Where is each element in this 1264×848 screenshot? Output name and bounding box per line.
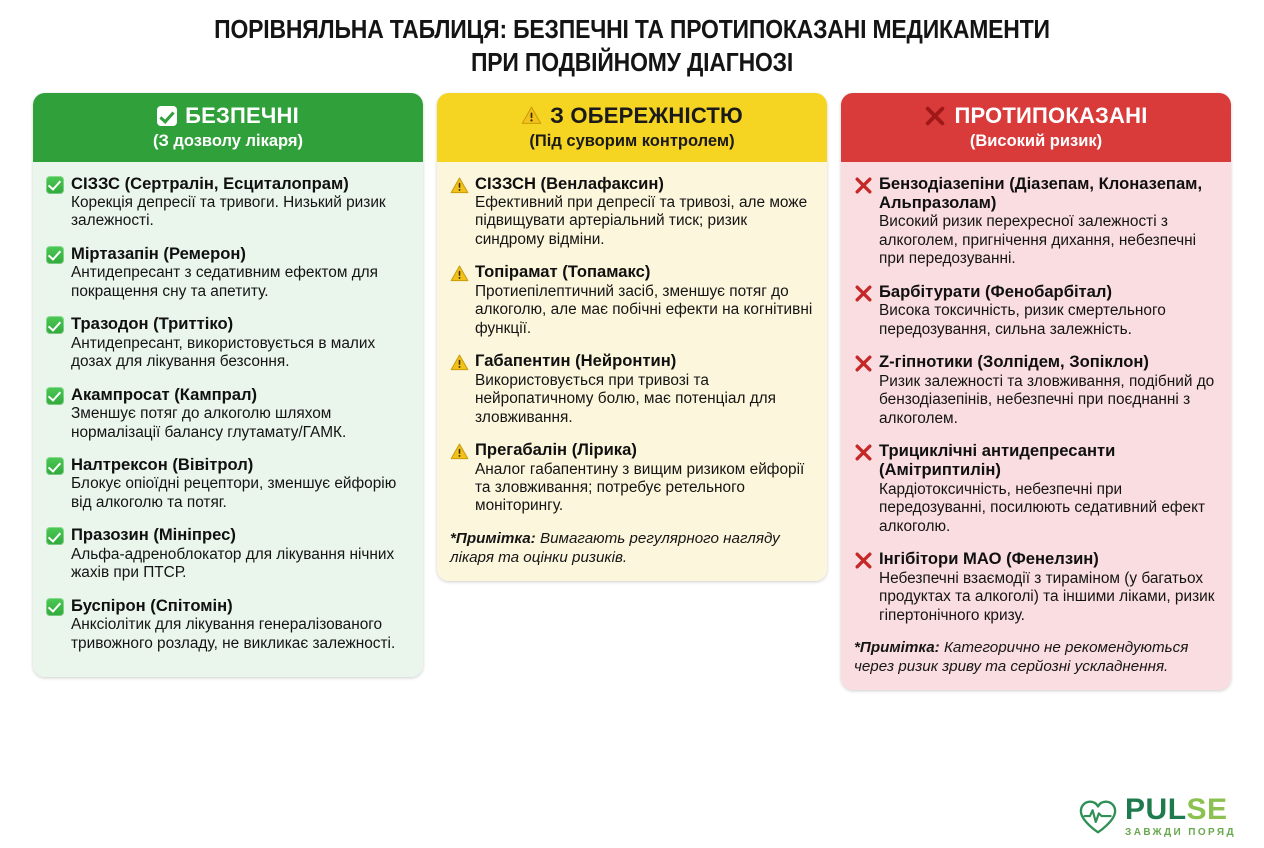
column-danger xyxy=(841,93,1231,690)
check-icon xyxy=(46,598,65,617)
cross-icon xyxy=(924,105,946,127)
cross-icon xyxy=(854,354,873,373)
list-item xyxy=(854,282,1218,339)
column-safe-body xyxy=(33,162,423,678)
cross-icon xyxy=(854,176,873,195)
check-icon xyxy=(157,106,177,126)
warning-icon xyxy=(450,176,469,195)
column-caution-body xyxy=(437,162,827,582)
column-safe-header xyxy=(33,93,423,161)
warning-icon xyxy=(450,353,469,372)
check-icon xyxy=(46,527,65,546)
medication-name: Барбітурати (Фенобарбітал) xyxy=(879,281,1112,301)
logo-word-part-2: SE xyxy=(1186,793,1228,826)
medication-description: Зменшує потяг до алкоголю шляхом нормалізації балансу глутамату/ГАМК. xyxy=(71,405,347,441)
logo-word-part-1: PUL xyxy=(1125,793,1187,826)
comparison-columns xyxy=(0,79,1264,690)
medication-name: СІЗЗС (Сертралін, Есциталопрам) xyxy=(71,173,349,193)
list-item xyxy=(450,262,814,338)
column-danger-header xyxy=(841,93,1231,161)
medication-description: Використовується при тривозі та нейропатичному болю, має потенціал для зловживання. xyxy=(475,371,776,426)
medication-description: Аналог габапентину з вищим ризиком ейфорії та зловживання; потребує ретельного моніторингу. xyxy=(475,460,805,515)
medication-description: Ризик залежності та зловживання, подібний до бензодіазепінів, небезпечні при поєднанні з алкоголем. xyxy=(879,372,1215,427)
logo-text xyxy=(1125,795,1236,838)
check-icon xyxy=(46,457,65,476)
note-label: *Примітка: xyxy=(854,639,940,657)
medication-name: Прегабалін (Лірика) xyxy=(475,440,637,460)
note-label: *Примітка: xyxy=(450,529,536,547)
medication-description: Анксіолітик для лікування генералізованого тривожного розладу, не викликає залежності. xyxy=(71,616,396,652)
column-caution-title: З ОБЕРЕЖНІСТЮ xyxy=(550,103,743,129)
medication-name: Топірамат (Топамакс) xyxy=(475,262,651,282)
list-item xyxy=(854,174,1218,269)
check-icon xyxy=(46,316,65,335)
list-item xyxy=(46,525,410,582)
medication-name: Тразодон (Триттіко) xyxy=(71,314,234,334)
warning-icon xyxy=(450,442,469,461)
list-item xyxy=(854,549,1218,625)
medication-description: Альфа-адреноблокатор для лікування нічних жахів при ПТСР. xyxy=(71,545,395,582)
medication-name: Габапентин (Нейронтин) xyxy=(475,351,677,371)
medication-name: Празозин (Мініпрес) xyxy=(71,525,236,545)
list-item xyxy=(46,596,410,653)
list-item xyxy=(46,385,410,442)
medication-name: Налтрексон (Вівітрол) xyxy=(71,455,254,475)
medication-name: Буспірон (Спітомін) xyxy=(71,595,233,615)
cross-icon xyxy=(854,443,873,462)
medication-name: СІЗЗСН (Венлафаксин) xyxy=(475,173,664,193)
medication-description: Кардіотоксичність, небезпечні при передозуванні, посилюють седативний ефект алкоголю. xyxy=(879,480,1206,535)
column-safe xyxy=(33,93,423,677)
medication-name: Бензодіазепіни (Діазепам, Клоназепам, Альпразолам) xyxy=(879,173,1203,212)
logo-tagline: ЗАВЖДИ ПОРЯД xyxy=(1125,827,1236,838)
list-item xyxy=(46,314,410,371)
page-title xyxy=(63,0,1201,79)
column-danger-title: ПРОТИПОКАЗАНІ xyxy=(954,103,1148,129)
warning-icon xyxy=(450,264,469,283)
medication-name: Міртазапін (Ремерон) xyxy=(71,243,246,263)
medication-description: Небезпечні взаємодії з тираміном (у багатьох продуктах та алкоголі) та іншими ліками, ризик гіпертонічного кризу. xyxy=(879,569,1215,624)
note-text: Вимагають регулярного нагляду лікаря та оцінки ризиків. xyxy=(450,529,780,566)
medication-description: Ефективний при депресії та тривозі, але може підвищувати артеріальний тиск; ризик синдрому відміни. xyxy=(475,193,808,248)
column-danger-body xyxy=(841,162,1231,691)
logo-wordmark xyxy=(1125,793,1228,826)
list-item xyxy=(854,441,1218,536)
column-caution-note xyxy=(450,530,814,567)
note-text: Категорично не рекомендуються через ризик зриву та серйозні ускладнення. xyxy=(854,639,1189,675)
medication-name: Трициклічні антидепресанти (Амітриптилін) xyxy=(879,441,1116,480)
medication-name: Інгібітори МАО (Фенелзин) xyxy=(879,549,1099,569)
medication-description: Антидепресант з седативним ефектом для покращення сну та апетиту. xyxy=(71,264,378,300)
column-safe-subtitle: (З дозволу лікаря) xyxy=(152,131,304,150)
cross-icon xyxy=(854,284,873,303)
medication-description: Високий ризик перехресної залежності з алкоголем, пригнічення дихання, небезпечні при передозуванні. xyxy=(879,213,1197,268)
check-icon xyxy=(46,176,65,195)
cross-icon xyxy=(854,551,873,570)
medication-description: Протиепілептичний засіб, зменшує потяг до алкоголю, але має побічні ефекти на когнітивні функції. xyxy=(475,282,813,337)
column-danger-note xyxy=(854,639,1218,676)
medication-description: Блокує опіоїдні рецептори, зменшує ейфорію від алкоголю та потяг. xyxy=(71,475,397,511)
column-caution-subtitle: (Під суворим контролем) xyxy=(529,131,735,150)
page-title-line-1: ПОРІВНЯЛЬНА ТАБЛИЦЯ: БЕЗПЕЧНІ ТА ПРОТИПОКАЗАНІ МЕДИКАМЕНТИ xyxy=(214,16,1050,44)
medication-description: Антидепресант, використовується в малих дозах для лікування безсоння. xyxy=(71,334,376,371)
medication-name: Акампросат (Кампрал) xyxy=(71,384,258,404)
list-item xyxy=(854,352,1218,428)
list-item xyxy=(46,455,410,512)
column-caution xyxy=(437,93,827,581)
list-item xyxy=(450,351,814,427)
medication-name: Z-гіпнотики (Золпідем, Зопіклон) xyxy=(879,352,1149,372)
page-title-line-2: ПРИ ПОДВІЙНОМУ ДІАГНОЗІ xyxy=(470,48,794,77)
brand-logo xyxy=(1078,795,1236,838)
list-item xyxy=(46,174,410,231)
warning-icon xyxy=(521,105,542,126)
heart-pulse-icon xyxy=(1078,799,1118,835)
column-safe-title: БЕЗПЕЧНІ xyxy=(185,103,299,129)
check-icon xyxy=(46,246,65,265)
column-danger-subtitle: (Високий ризик) xyxy=(969,131,1103,150)
column-caution-header xyxy=(437,93,827,161)
check-icon xyxy=(46,387,65,406)
medication-description: Висока токсичність, ризик смертельного передозування, сильна залежність. xyxy=(879,302,1166,338)
list-item xyxy=(46,244,410,301)
medication-description: Корекція депресії та тривоги. Низький ризик залежності. xyxy=(71,193,386,230)
list-item xyxy=(450,174,814,250)
list-item xyxy=(450,440,814,516)
